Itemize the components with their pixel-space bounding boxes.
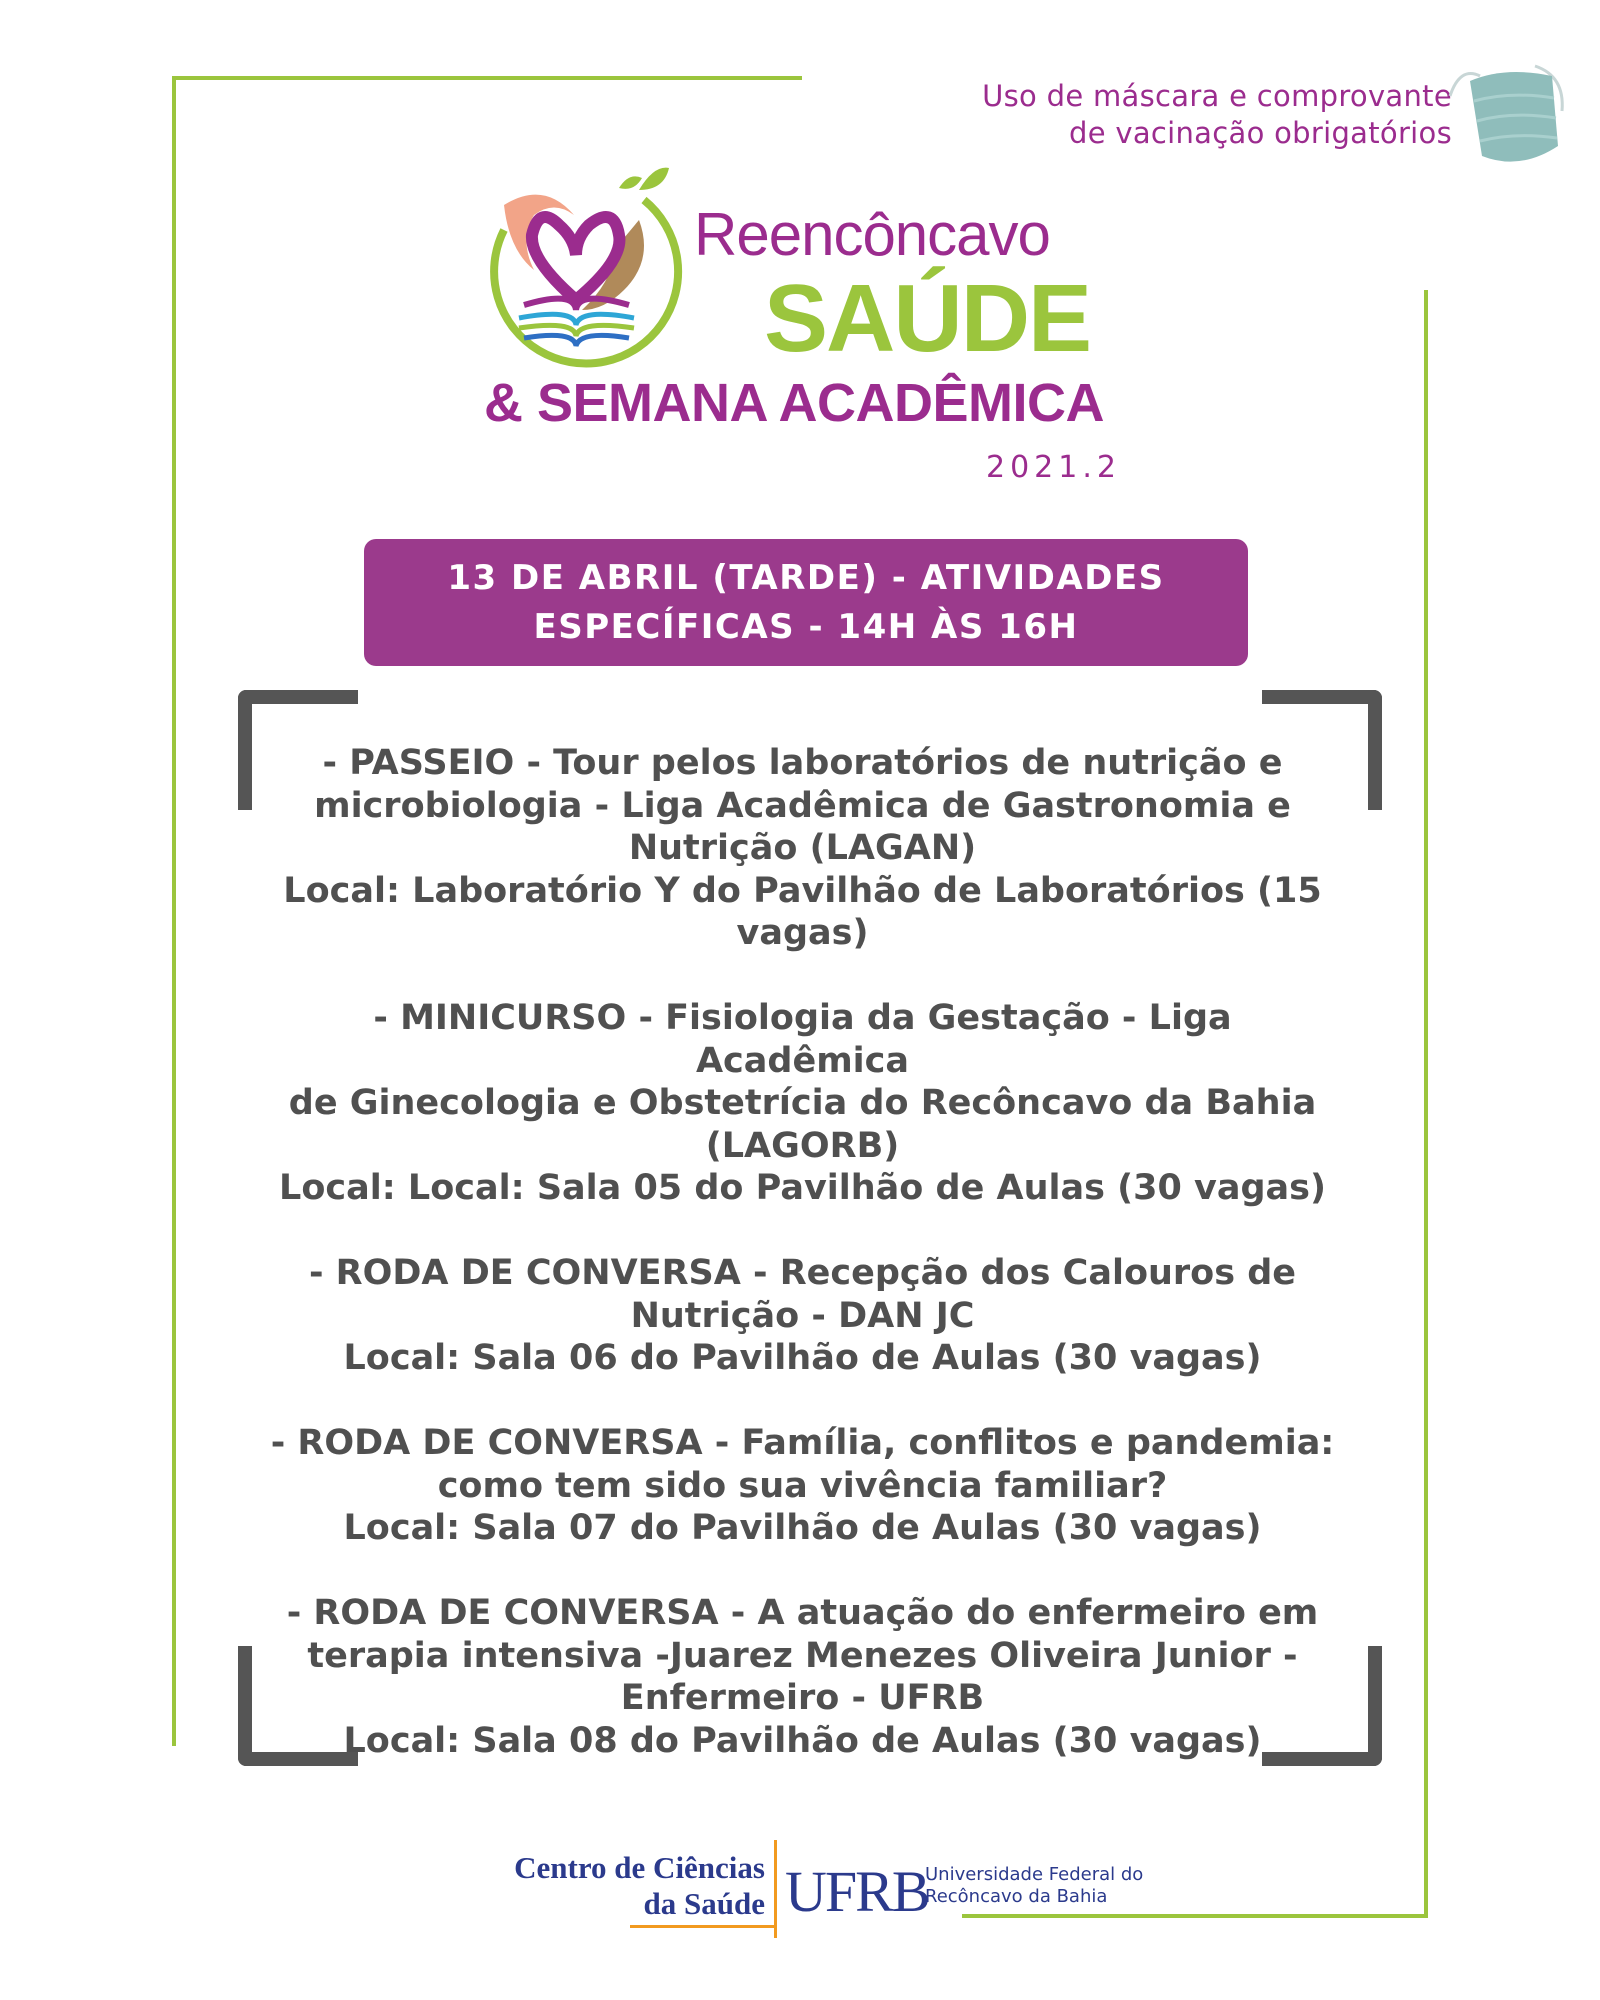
- activity-line: (LAGORB): [705, 1125, 900, 1166]
- banner-line-1: 13 DE ABRIL (TARDE) - ATIVIDADES: [447, 557, 1165, 598]
- activity-line: Local: Local: Sala 05 do Pavilhão de Aulas (30 vagas): [279, 1168, 1326, 1208]
- frame-right-line: [1424, 290, 1428, 1918]
- brand-title-top: Reencôncavo: [694, 201, 1050, 268]
- activity-line: Nutrição (LAGAN): [628, 828, 977, 868]
- notice-line-2: de vacinação obrigatórios: [1069, 116, 1452, 150]
- date-banner: [364, 539, 1248, 666]
- ufrb-logo: UFRB: [785, 1859, 929, 1924]
- activity-line: microbiologia - Liga Acadêmica de Gastronomia e: [314, 785, 1291, 826]
- activity-line: - RODA DE CONVERSA - Recepção dos Calouros de: [308, 1253, 1297, 1293]
- ccs-divider: [774, 1840, 777, 1938]
- activity-line: Nutrição - DAN JC: [630, 1295, 975, 1336]
- banner-line-2: ESPECÍFICAS - 14H ÀS 16H: [533, 606, 1079, 647]
- footer-logos: [480, 1840, 1180, 1940]
- activity-line: - PASSEIO - Tour pelos laboratórios de nutrição e: [322, 743, 1283, 783]
- ufrb-name-line-2: Recôncavo da Bahia: [925, 1886, 1108, 1907]
- activity-line: - RODA DE CONVERSA - Família, conflitos e pandemia:: [270, 1423, 1335, 1463]
- notice-line-1: Uso de máscara e comprovante: [982, 79, 1452, 113]
- frame-top-line: [172, 76, 802, 80]
- activity-line: de Ginecologia e Obstetrícia do Recôncavo da Bahia: [288, 1083, 1317, 1123]
- activity-line: Local: Sala 07 do Pavilhão de Aulas (30 vagas): [343, 1508, 1262, 1548]
- ufrb-name-line-1: Universidade Federal do: [925, 1864, 1144, 1885]
- mask-notice: [852, 78, 1452, 152]
- activity-line: terapia intensiva -Juarez Menezes Oliveira Junior -: [307, 1635, 1298, 1676]
- activity-line: Local: Sala 06 do Pavilhão de Aulas (30 vagas): [343, 1338, 1262, 1378]
- event-logo: [464, 150, 1164, 510]
- brand-title-main: SAÚDE: [764, 265, 1091, 372]
- activity-line: - RODA DE CONVERSA - A atuação do enfermeiro em: [286, 1593, 1319, 1633]
- ccs-logo: [480, 1850, 765, 1922]
- activity-line: Local: Sala 08 do Pavilhão de Aulas (30 vagas): [343, 1720, 1262, 1761]
- activity-item: [265, 997, 1340, 1210]
- ufrb-name: [925, 1864, 1143, 1908]
- activity-line: como tem sido sua vivência familiar?: [437, 1465, 1168, 1506]
- activity-line: vagas): [736, 913, 869, 953]
- frame-left-line: [172, 76, 176, 1746]
- heart-hands-logo-icon: [464, 160, 694, 390]
- face-mask-icon: [1440, 56, 1570, 176]
- activity-line: Enfermeiro - UFRB: [620, 1678, 985, 1718]
- activity-item: [265, 1592, 1340, 1762]
- brand-year: 2021.2: [986, 450, 1121, 485]
- activity-line: Local: Laboratório Y do Pavilhão de Laboratórios (15: [283, 870, 1322, 911]
- ccs-line-2: da Saúde: [643, 1886, 765, 1921]
- activity-item: [265, 1422, 1340, 1550]
- ccs-line-1: Centro de Ciências: [514, 1850, 765, 1885]
- activity-item: [265, 1252, 1340, 1380]
- activity-list: [265, 742, 1340, 1805]
- brand-subtitle: & SEMANA ACADÊMICA: [484, 373, 1104, 433]
- ccs-underline: [630, 1925, 777, 1928]
- activity-line: - MINICURSO - Fisiologia da Gestação - Liga Acadêmica: [373, 998, 1232, 1081]
- activity-item: [265, 742, 1340, 955]
